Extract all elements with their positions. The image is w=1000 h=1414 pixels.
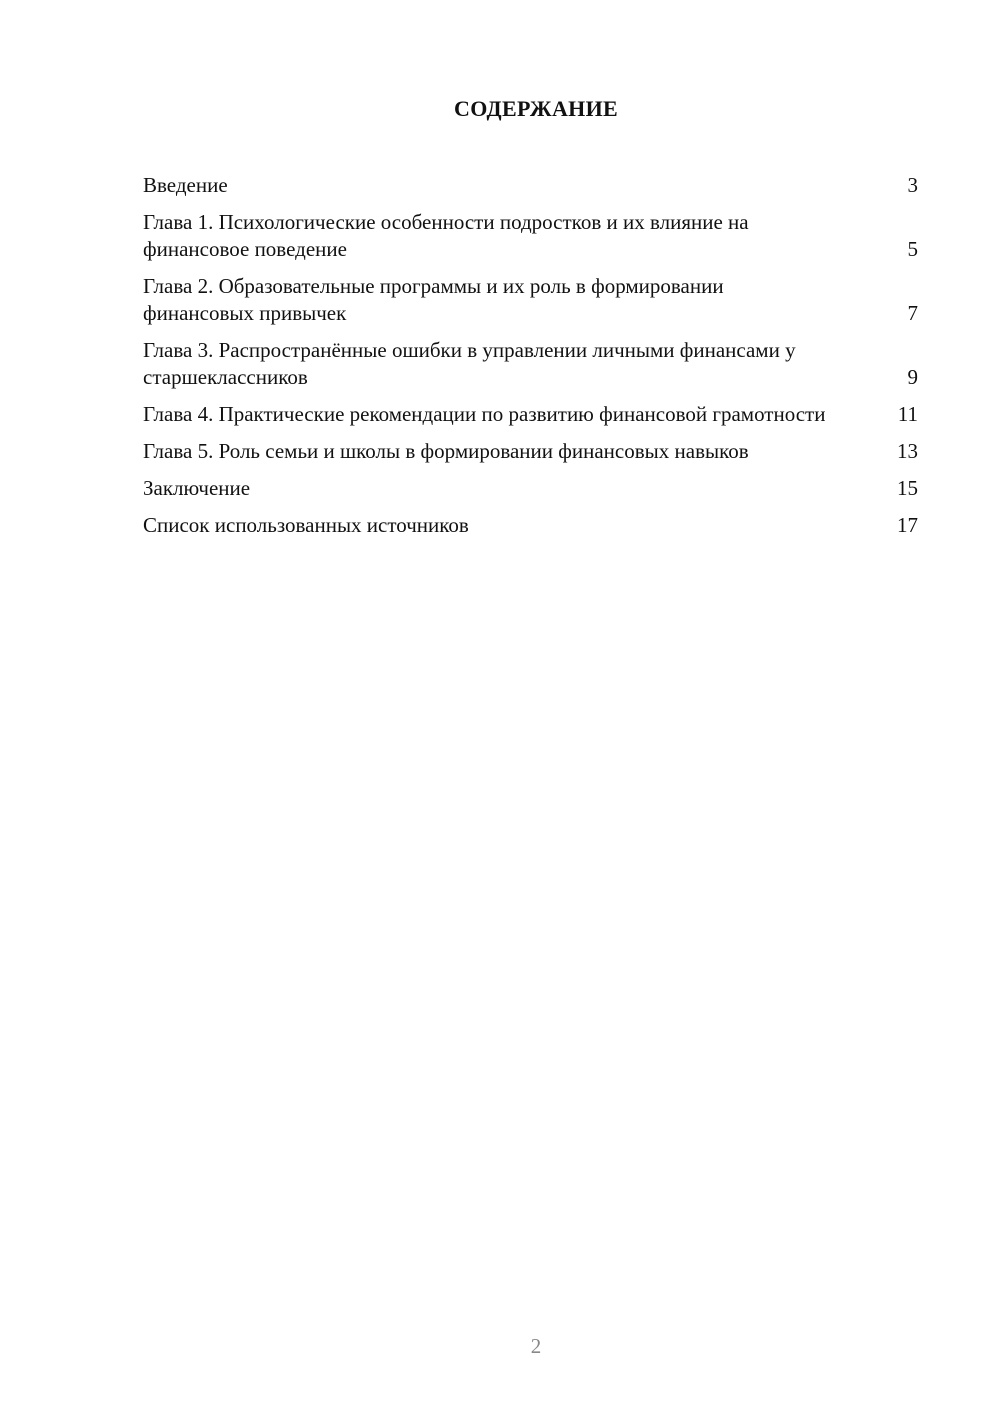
page-number: 2 [530,1334,542,1358]
toc-entry-page: 15 [897,476,918,500]
toc-heading: СОДЕРЖАНИЕ [454,96,618,121]
toc-entry-chapter-5 [143,438,918,465]
toc-entry-label: Глава 1. Психологические особенности подростков и их влияние на финансовое поведение [143,210,749,261]
toc-entry-page: 5 [907,237,918,261]
toc-entry-introduction [143,172,918,199]
toc-entry-label: Глава 5. Роль семьи и школы в формировании финансовых навыков [143,439,749,463]
toc-entry-page: 13 [897,439,918,463]
toc-entry-label: Глава 3. Распространённые ошибки в управлении личными финансами у старшеклассников [143,338,796,389]
toc-entry-references [143,512,918,539]
toc-entry-page: 11 [897,402,918,426]
toc-entry-page: 7 [907,301,918,325]
toc-entry-label: Заключение [143,476,251,500]
toc-entry-chapter-3 [143,337,918,391]
toc-entry-conclusion [143,475,918,502]
toc-entry-label: Введение [143,173,228,197]
toc-entry-label: Список использованных источников [143,513,469,537]
toc-entry-chapter-1 [143,209,918,263]
toc-entry-chapter-4 [143,401,918,428]
table-of-contents [143,172,918,549]
toc-entry-page: 17 [897,513,918,537]
toc-entry-chapter-2 [143,273,918,327]
toc-entry-label: Глава 2. Образовательные программы и их роль в формировании финансовых привычек [143,274,724,325]
toc-entry-page: 3 [907,173,918,197]
toc-entry-page: 9 [907,365,918,389]
toc-entry-label: Глава 4. Практические рекомендации по развитию финансовой грамотности [143,402,826,426]
